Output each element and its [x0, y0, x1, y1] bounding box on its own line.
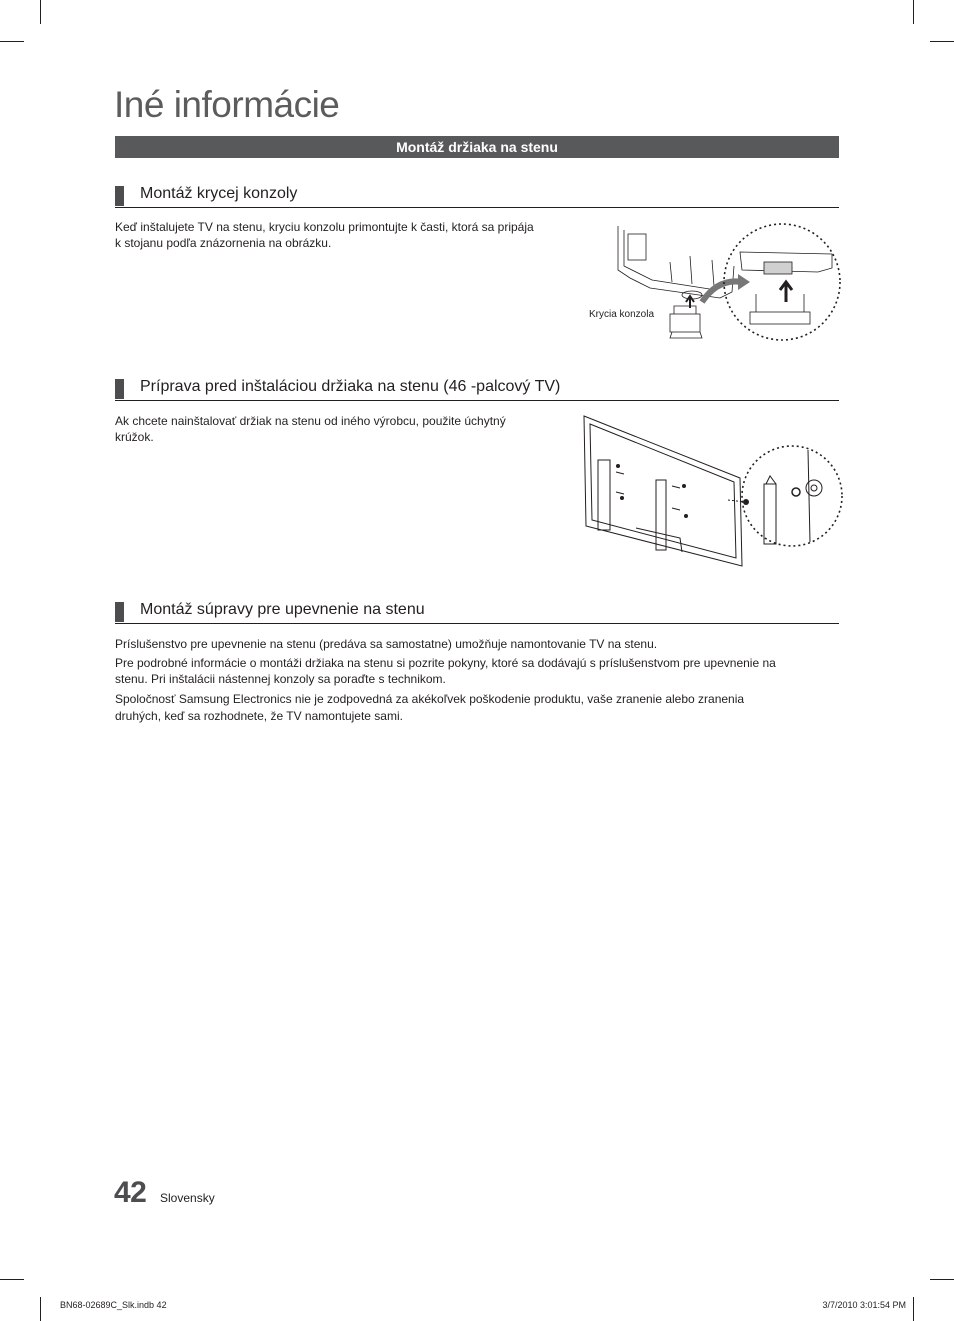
subheading-text: Montáž súpravy pre upevnenie na stenu	[140, 601, 425, 618]
heading-marker	[115, 186, 124, 206]
subheading-preparation	[115, 378, 839, 401]
tv-back-wall-mount-illustration	[580, 412, 840, 572]
subheading-cover-bracket	[115, 185, 839, 208]
subheading-text: Montáž krycej konzoly	[140, 185, 298, 202]
page-title: Iné informácie	[114, 84, 340, 125]
paragraph: stenu. Pri inštalácii nástennej konzoly sa poraďte s technikom.	[115, 672, 446, 686]
paragraph: druhých, keď sa rozhodnete, že TV namontujete sami.	[115, 709, 403, 723]
crop-mark	[0, 41, 24, 42]
cover-bracket-illustration	[610, 222, 840, 347]
heading-marker	[115, 379, 124, 399]
paragraph: Ak chcete nainštalovať držiak na stenu od iného výrobcu, použite úchytný	[115, 414, 506, 428]
subheading-text: Príprava pred inštaláciou držiaka na stenu (46 -palcový TV)	[140, 378, 561, 395]
crop-mark	[930, 1279, 954, 1280]
paragraph: Spoločnosť Samsung Electronics nie je zodpovedná za akékoľvek poškodenie produktu, vaše zranenie alebo zranenia	[115, 692, 745, 706]
crop-mark	[913, 1297, 914, 1321]
crop-mark	[40, 1297, 41, 1321]
page-language: Slovensky	[160, 1191, 215, 1205]
heading-marker	[115, 602, 124, 622]
section-title-bar: Montáž držiaka na stenu	[115, 136, 839, 158]
crop-mark	[913, 0, 914, 24]
paragraph: Keď inštalujete TV na stenu, kryciu konzolu primontujte k časti, ktorá sa pripája	[115, 220, 534, 234]
crop-mark	[40, 0, 41, 24]
paragraph: krúžok.	[115, 430, 154, 444]
paragraph: Pre podrobné informácie o montáži držiaka na stenu si pozrite pokyny, ktoré sa dodávajú s príslušenstvom pre upevnenie na	[115, 656, 776, 670]
subheading-mount-kit	[115, 601, 839, 624]
page-number: 42	[114, 1176, 147, 1209]
footer-file: BN68-02689C_Slk.indb 42	[60, 1300, 167, 1310]
figure-caption: Krycia konzola	[589, 309, 655, 320]
paragraph: k stojanu podľa znázornenia na obrázku.	[115, 236, 332, 250]
paragraph: Príslušenstvo pre upevnenie na stenu (predáva sa samostatne) umožňuje namontovanie TV na stenu.	[115, 637, 658, 651]
footer-timestamp: 3/7/2010 3:01:54 PM	[822, 1300, 906, 1310]
crop-mark	[0, 1279, 24, 1280]
crop-mark	[930, 41, 954, 42]
